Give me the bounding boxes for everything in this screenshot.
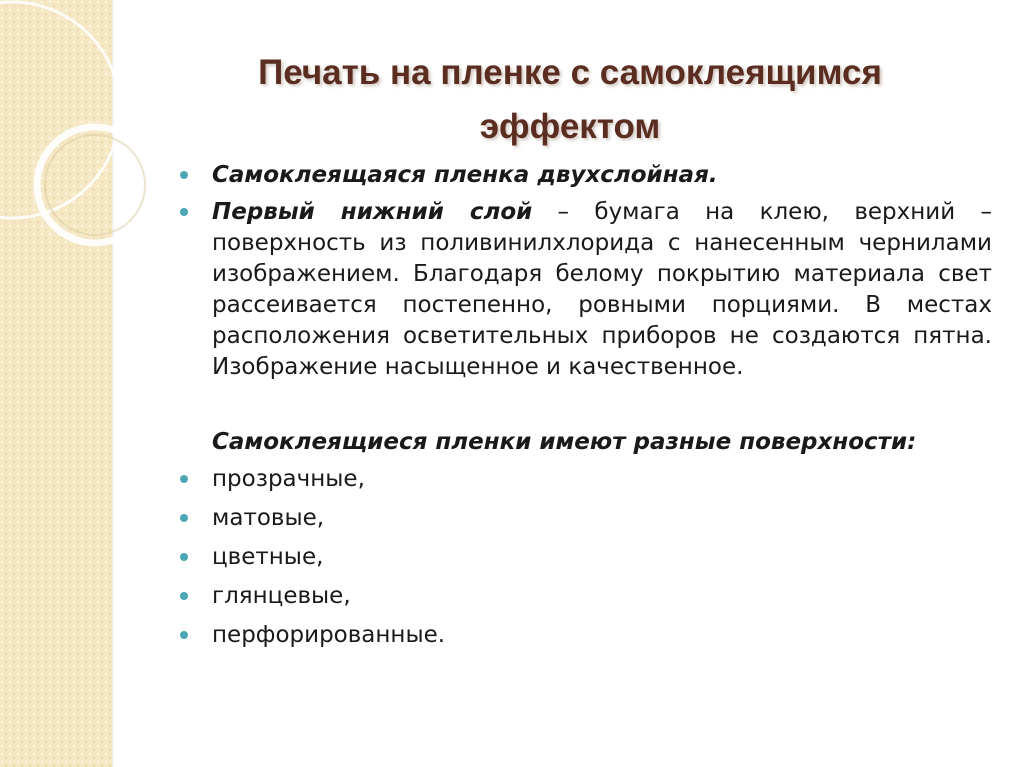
decorative-circle-inner bbox=[45, 135, 145, 235]
surfaces-heading: Самоклеящиеся пленки имеют разные поверхности: bbox=[212, 429, 917, 455]
surface-item bbox=[178, 542, 992, 573]
bullet-paragraph-1 bbox=[178, 160, 992, 191]
bullet-dot-icon bbox=[180, 553, 188, 561]
bullet-1-text: Самоклеящаяся пленка двухслойная. bbox=[212, 162, 718, 188]
bullet-2-lead: Первый нижний слой bbox=[212, 199, 533, 225]
bullet-dot-icon bbox=[180, 475, 188, 483]
surface-item-text: матовые, bbox=[212, 505, 325, 531]
slide-content bbox=[178, 160, 992, 659]
surface-item bbox=[178, 620, 992, 651]
decorative-circle-large bbox=[0, 2, 120, 218]
slide-title-line2: эффектом bbox=[479, 107, 661, 146]
bullet-dot-icon bbox=[180, 592, 188, 600]
decorative-circle-medium bbox=[37, 127, 153, 243]
bullet-paragraph-2 bbox=[178, 197, 992, 383]
slide-title bbox=[150, 46, 990, 154]
surface-item bbox=[178, 581, 992, 612]
bullet-2-body: – бумага на клею, верхний – поверхность из поливинилхлорида с нанесенным чернилами изображением. Благодаря белому покрытию материала свет рассеивается постепенно, ровными порциями. В местах расположения осветительных приборов не создаются пятна. Изображение насыщенное и качественное. bbox=[212, 199, 992, 380]
surface-item-text: перфорированные. bbox=[212, 622, 446, 648]
slide-title-line1: Печать на пленке с самоклеящимся bbox=[258, 53, 882, 92]
bullet-dot-icon bbox=[180, 208, 188, 216]
surface-item bbox=[178, 464, 992, 495]
surface-item bbox=[178, 503, 992, 534]
bullet-dot-icon bbox=[180, 514, 188, 522]
decorative-circles bbox=[0, 0, 140, 280]
surface-item-text: прозрачные, bbox=[212, 466, 365, 492]
bullet-dot-icon bbox=[180, 171, 188, 179]
surface-item-text: глянцевые, bbox=[212, 583, 351, 609]
surface-item-text: цветные, bbox=[212, 544, 324, 570]
bullet-dot-icon bbox=[180, 631, 188, 639]
